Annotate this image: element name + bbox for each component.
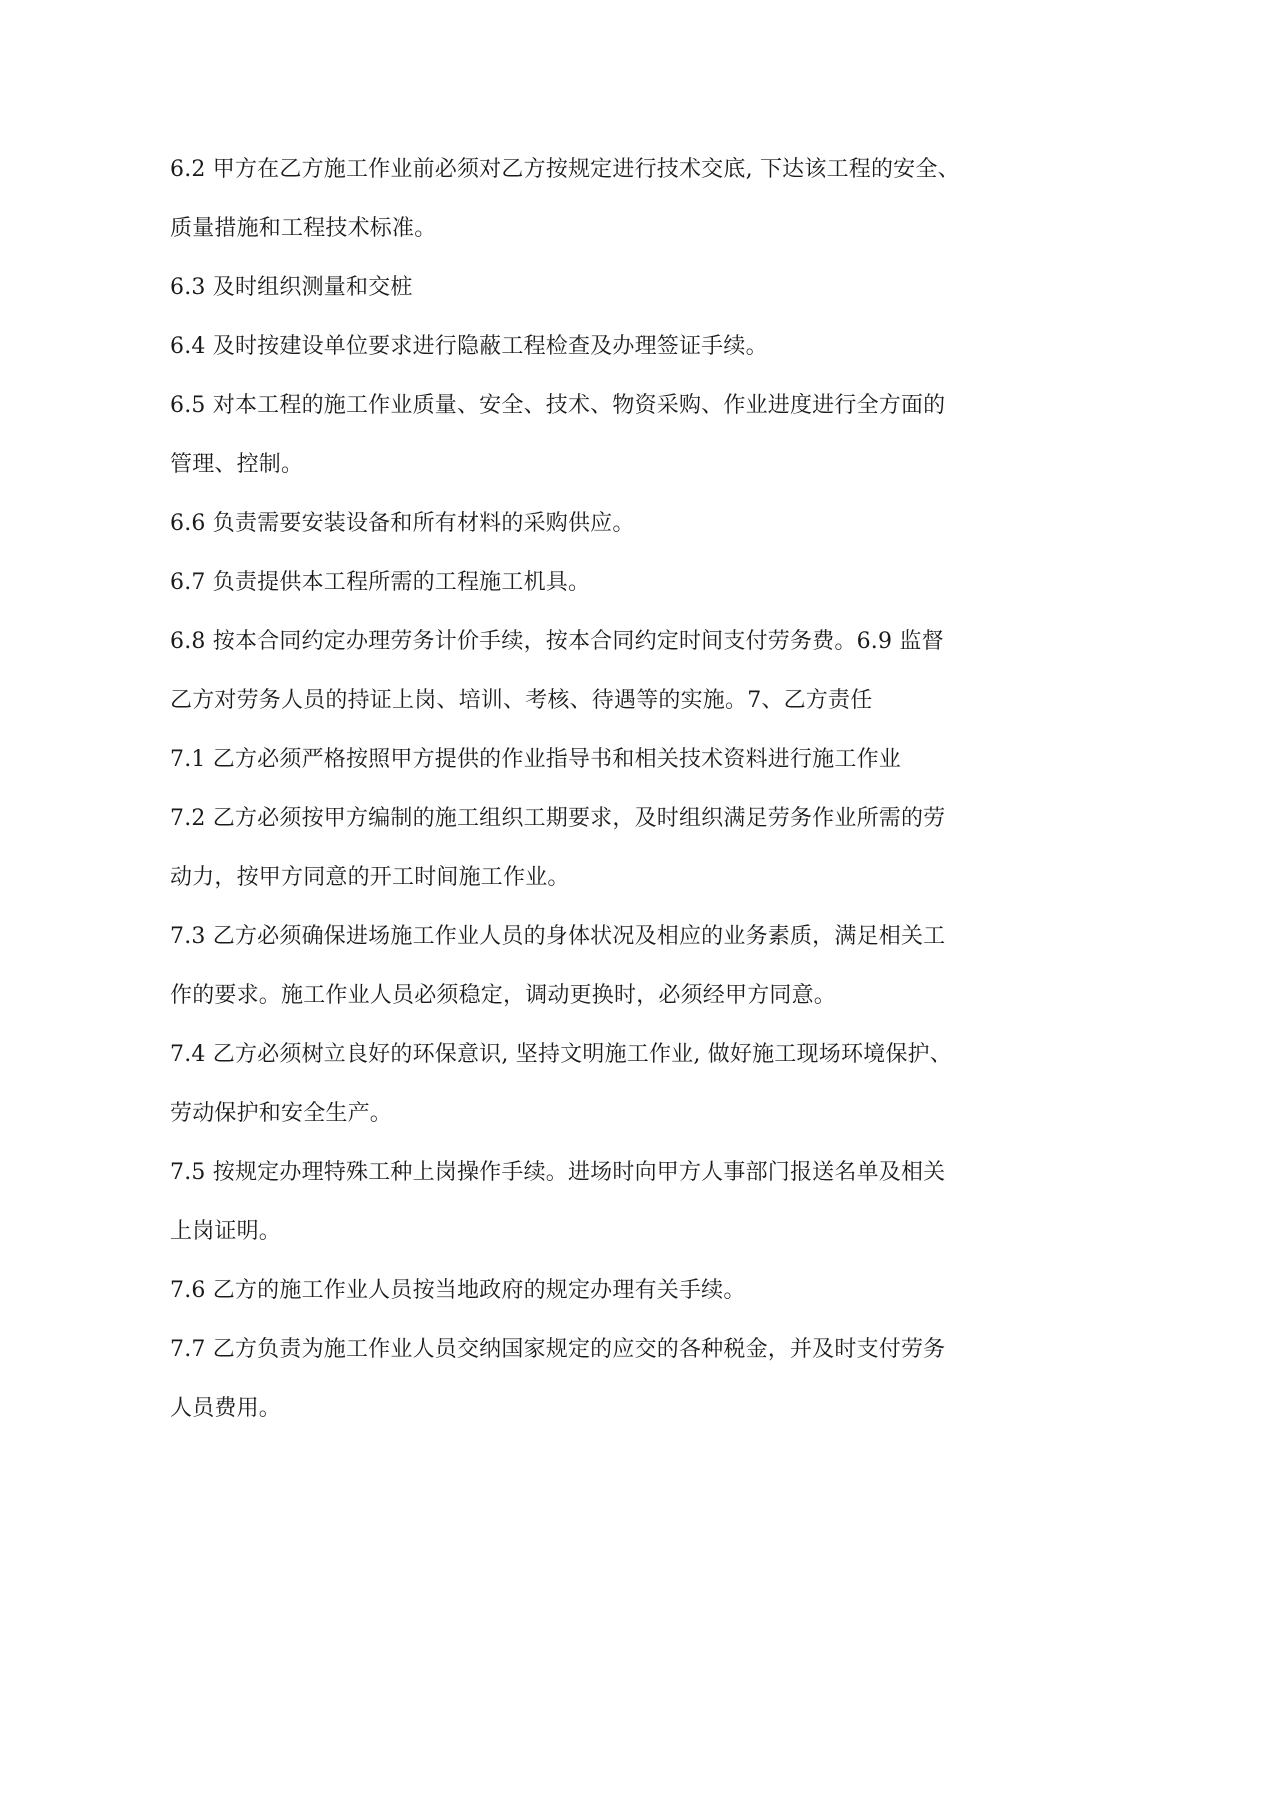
text-line: 7.6 乙方的施工作业人员按当地政府的规定办理有关手续。	[170, 1278, 746, 1303]
text-line: 6.3 及时组织测量和交桩	[170, 275, 413, 300]
text-line: 7.7 乙方负责为施工作业人员交纳国家规定的应交的各种税金，并及时支付劳务	[170, 1337, 946, 1362]
text-line: 6.8 按本合同约定办理劳务计价手续，按本合同约定时间支付劳务费。6.9 监督	[170, 629, 944, 654]
text-line: 7.2 乙方必须按甲方编制的施工组织工期要求，及时组织满足劳务作业所需的劳	[170, 806, 946, 831]
text-line: 6.6 负责需要安装设备和所有材料的采购供应。	[170, 511, 635, 536]
text-line: 6.2 甲方在乙方施工作业前必须对乙方按规定进行技术交底, 下达该工程的安全、	[170, 157, 960, 182]
text-line: 7.1 乙方必须严格按照甲方提供的作业指导书和相关技术资料进行施工作业	[170, 747, 901, 772]
document-body	[170, 140, 970, 1438]
text-line: 作的要求。施工作业人员必须稳定，调动更换时，必须经甲方同意。	[170, 983, 837, 1008]
text-line: 6.7 负责提供本工程所需的工程施工机具。	[170, 570, 591, 595]
text-line: 劳动保护和安全生产。	[170, 1101, 393, 1126]
text-line: 管理、控制。	[170, 452, 304, 477]
text-line: 6.5 对本工程的施工作业质量、安全、技术、物资采购、作业进度进行全方面的	[170, 393, 946, 418]
text-line: 动力，按甲方同意的开工时间施工作业。	[170, 865, 570, 890]
text-line: 7.3 乙方必须确保进场施工作业人员的身体状况及相应的业务素质，满足相关工	[170, 924, 946, 949]
text-line: 上岗证明。	[170, 1219, 282, 1244]
text-line: 6.4 及时按建设单位要求进行隐蔽工程检查及办理签证手续。	[170, 334, 768, 359]
text-line: 7.5 按规定办理特殊工种上岗操作手续。进场时向甲方人事部门报送名单及相关	[170, 1160, 946, 1185]
text-line: 乙方对劳务人员的持证上岗、培训、考核、待遇等的实施。7、乙方责任	[170, 688, 873, 713]
text-line: 人员费用。	[170, 1396, 282, 1421]
text-line: 质量措施和工程技术标准。	[170, 216, 437, 241]
text-line: 7.4 乙方必须树立良好的环保意识, 坚持文明施工作业, 做好施工现场环境保护、	[170, 1042, 952, 1067]
